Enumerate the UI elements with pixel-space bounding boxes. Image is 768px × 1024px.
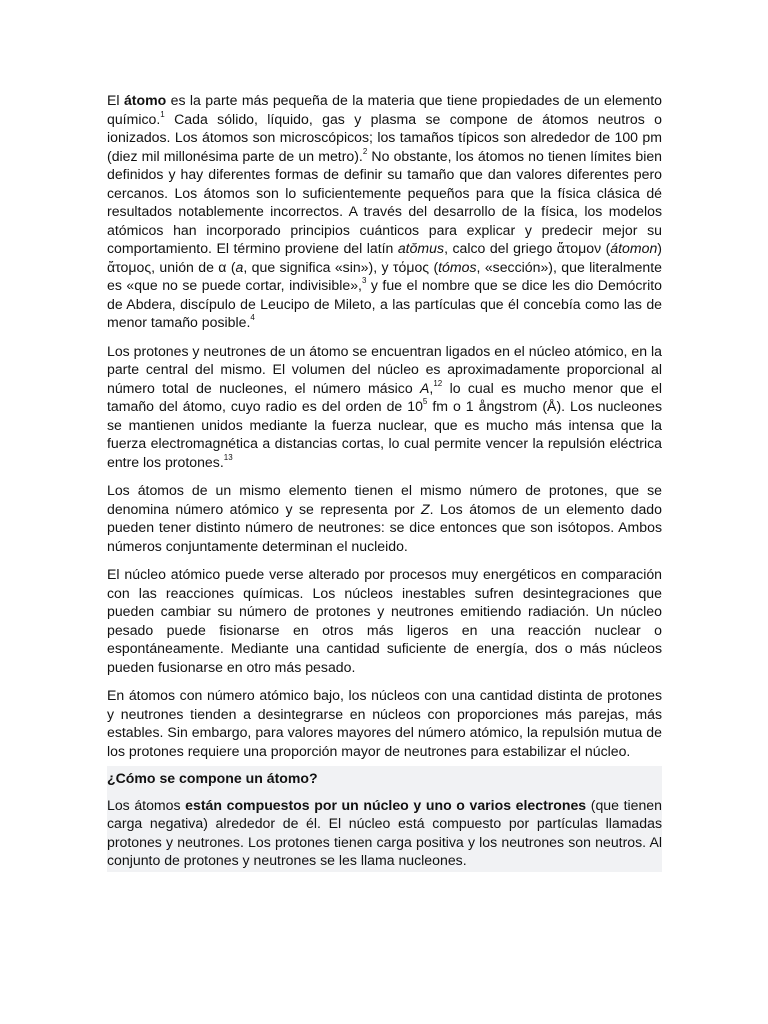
italic-term: Z	[421, 500, 430, 517]
footnote-ref: 4	[250, 313, 255, 323]
italic-term: a	[235, 258, 244, 275]
footnote-ref: 12	[433, 378, 443, 388]
text-run: Los átomos	[107, 796, 186, 813]
footnote-ref: 1	[160, 109, 165, 119]
text-run: , que significa «sin»), y τόμος (	[243, 258, 439, 275]
highlighted-section	[107, 766, 662, 872]
text-run: lo cual es mucho menor que el tamaño del átomo, cuyo radio es del orden de 10	[107, 379, 662, 414]
text-run: , «sección»), que literalmente es «que no se puede cortar, indivisible»,	[107, 258, 662, 293]
text-run: y fue el nombre que se dice les dio Demócrito de Abdera, discípulo de Leucipo de Mileto, a las partículas que él concebía como las de menor tamaño posible.	[107, 277, 662, 330]
italic-term: átomon	[610, 240, 658, 256]
italic-term: atŏmus	[397, 240, 445, 256]
text-run: No obstante, los átomos no tienen límites bien definidos y hay diferentes formas de definir su tamaño que dan valores diferentes pero cercanos. Los átomos son lo suficientemente pequeños para que la física clásica dé resultados notablemente incorrectos. A través del desarrollo de la física, los modelos atómicos han incorporado principios cuánticos para explicar y predecir mejor su comportamiento. El término proviene del latín	[107, 147, 662, 256]
italic-term: tómos	[438, 258, 477, 275]
text-run: Cada sólido, líquido, gas y plasma se compone de átomos neutros o ionizados. Los átomos son microscópicos; los tamaños típicos son alrededor de 100 pm (diez mil millonésima parte de un metro).	[107, 110, 662, 164]
text-run: (que tienen carga negativa) alrededor de él. El núcleo está compuesto por partículas llamadas protones y neutrones. Los protones tienen carga positiva y los neutrones son neutros. Al conjunto de protones y neutrones se les llama nucleones.	[107, 796, 662, 868]
text-run: fm o 1 ångstrom (Å). Los nucleones se mantienen unidos mediante la fuerza nuclear, que es mucho más intensa que la fuerza electromagnética a distancias cortas, lo cual permite vencer la repulsión eléctrica entre los protones.	[107, 398, 662, 470]
text-run: . Los átomos de un elemento dado pueden tener distinto número de neutrones: se dice entonces que son isótopos. Ambos números conjuntamente determinan el nucleido.	[107, 500, 662, 554]
footnote-ref: 13	[223, 452, 233, 462]
section-heading: ¿Cómo se compone un átomo?	[107, 770, 318, 786]
bold-phrase: están compuestos por un núcleo y uno o varios electrones	[185, 796, 587, 813]
footnote-ref: 2	[362, 146, 368, 156]
bold-term-atomo: átomo	[123, 92, 167, 108]
footnote-ref: 3	[361, 276, 367, 286]
text-run: es la parte más pequeña de la materia que tiene propiedades de un elemento químico.	[107, 92, 662, 127]
paragraph-atom-definition	[107, 91, 662, 332]
text-run: El	[107, 92, 124, 108]
text-run: Los protones y neutrones de un átomo se encuentran ligados en el núcleo atómico, en la parte central del mismo. El volumen del núcleo es aproximadamente proporcional al número total de nucleones, el número másico	[107, 342, 662, 396]
paragraph-composition	[107, 796, 662, 872]
exponent: 5	[422, 397, 428, 407]
paragraph-stability: En átomos con número atómico bajo, los núcleos con una cantidad distinta de protones y neutrones tienden a desintegrarse en núcleos con proporciones más parejas, más estables. Sin embargo, para valores mayores del número atómico, la repulsión mutua de los protones requiere una proporción mayor de neutrones para estabilizar el núcleo.	[107, 687, 662, 759]
text-run: ,	[429, 379, 434, 396]
paragraph-nucleus	[107, 342, 662, 472]
paragraph-atomic-number	[107, 481, 662, 555]
text-run: ) ἄτομος, unión de α (	[107, 240, 662, 275]
text-run: Los átomos de un mismo elemento tienen el mismo número de protones, que se denomina número atómico y se representa por	[107, 482, 662, 517]
italic-term: A	[420, 379, 430, 396]
document-page	[107, 91, 662, 872]
text-run: , calco del griego ἄτομον (	[444, 240, 611, 256]
paragraph-nuclear-processes: El núcleo atómico puede verse alterado por procesos muy energéticos en comparación con las reacciones químicas. Los núcleos inestables sufren desintegraciones que pueden cambiar su número de protones y neutrones emitiendo radiación. Un núcleo pesado puede fisionarse en otros más ligeros en una reacción nuclear o espontáneamente. Mediante una cantidad suficiente de energía, dos o más núcleos pueden fusionarse en otro más pesado.	[107, 566, 662, 675]
